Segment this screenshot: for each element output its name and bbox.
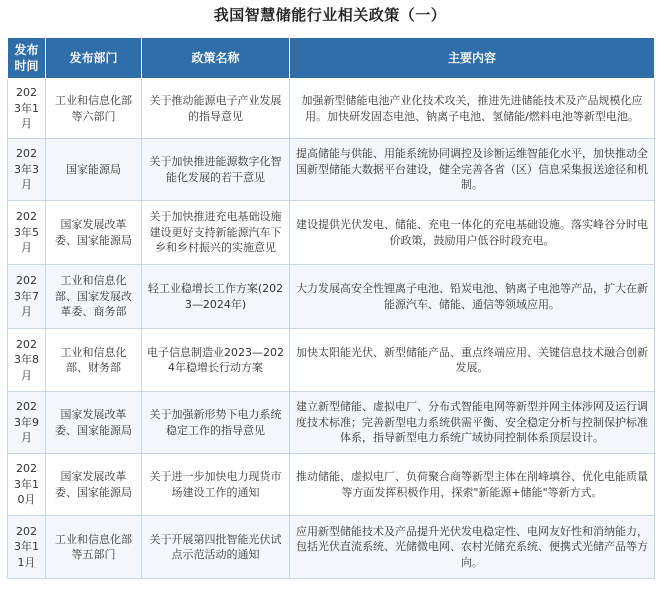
cell-content: 建立新型储能、虚拟电厂、分布式智能电网等新型并网主体涉网及运行调度技术标准；完善新型电力系统供需平衡、安全稳定分析与控制保护标准体系，指导新型电力系统广域协同控制体系顶层设计。 (290, 392, 655, 454)
table-header-row (8, 38, 655, 79)
table-row (8, 201, 655, 265)
cell-dept: 工业和信息化部等五部门 (46, 516, 142, 579)
cell-policy-name: 电子信息制造业2023—2024年稳增长行动方案 (142, 329, 290, 392)
cell-date: 2023年9月 (8, 392, 46, 454)
cell-policy-name: 轻工业稳增长工作方案(2023—2024年) (142, 265, 290, 329)
cell-dept: 工业和信息化部、国家发展改革委、商务部 (46, 265, 142, 329)
cell-dept: 国家能源局 (46, 139, 142, 201)
policy-table (7, 37, 655, 579)
cell-policy-name: 关于加快推进能源数字化智能化发展的若干意见 (142, 139, 290, 201)
cell-content: 加强新型储能电池产业化技术攻关，推进先进储能技术及产品规模化应用。加快研发固态电池、钠离子电池、氢储能/燃料电池等新型电池。 (290, 79, 655, 139)
cell-content: 建设提供光伏发电、储能、充电一体化的充电基础设施。落实峰谷分时电价政策，鼓励用户低谷时段充电。 (290, 201, 655, 265)
header-content: 主要内容 (290, 38, 655, 79)
cell-dept: 国家发展改革委、国家能源局 (46, 454, 142, 516)
table-row (8, 139, 655, 201)
cell-date: 2023年10月 (8, 454, 46, 516)
table-row (8, 79, 655, 139)
cell-policy-name: 关于进一步加快电力现货市场建设工作的通知 (142, 454, 290, 516)
cell-dept: 工业和信息化部等六部门 (46, 79, 142, 139)
header-name: 政策名称 (142, 38, 290, 79)
table-row (8, 516, 655, 579)
header-dept: 发布部门 (46, 38, 142, 79)
cell-policy-name: 关于加快推进充电基础设施建设更好支持新能源汽车下乡和乡村振兴的实施意见 (142, 201, 290, 265)
table-row (8, 329, 655, 392)
cell-date: 2023年5月 (8, 201, 46, 265)
cell-date: 2023年3月 (8, 139, 46, 201)
cell-date: 2023年8月 (8, 329, 46, 392)
cell-policy-name: 关于推动能源电子产业发展的指导意见 (142, 79, 290, 139)
cell-content: 大力发展高安全性锂离子电池、铅炭电池、钠离子电池等产品，扩大在新能源汽车、储能、通信等领域应用。 (290, 265, 655, 329)
cell-content: 加快太阳能光伏、新型储能产品、重点终端应用、关键信息技术融合创新发展。 (290, 329, 655, 392)
cell-dept: 国家发展改革委、国家能源局 (46, 392, 142, 454)
table-row (8, 454, 655, 516)
cell-dept: 工业和信息化部、财务部 (46, 329, 142, 392)
page-title: 我国智慧储能行业相关政策（一） (213, 6, 447, 24)
cell-date: 2023年11月 (8, 516, 46, 579)
cell-content: 推动储能、虚拟电厂、负荷聚合商等新型主体在削峰填谷、优化电能质量等方面发挥积极作用，探索"新能源+储能"等新方式。 (290, 454, 655, 516)
cell-content: 应用新型储能技术及产品提升光伏发电稳定性、电网友好性和消纳能力，包括光伏直流系统、光储微电网、农村光储充系统、便携式光储产品等方向。 (290, 516, 655, 579)
table-row (8, 265, 655, 329)
cell-dept: 国家发展改革委、国家能源局 (46, 201, 142, 265)
header-date: 发布时间 (8, 38, 46, 79)
cell-date: 2023年1月 (8, 79, 46, 139)
table-row (8, 392, 655, 454)
cell-policy-name: 关于加强新形势下电力系统稳定工作的指导意见 (142, 392, 290, 454)
cell-policy-name: 关于开展第四批智能光伏试点示范活动的通知 (142, 516, 290, 579)
cell-date: 2023年7月 (8, 265, 46, 329)
cell-content: 提高储能与供能、用能系统协同调控及诊断运维智能化水平，加快推动全国新型储能大数据平台建设，健全完善各省（区）信息采集报送途径和机制。 (290, 139, 655, 201)
